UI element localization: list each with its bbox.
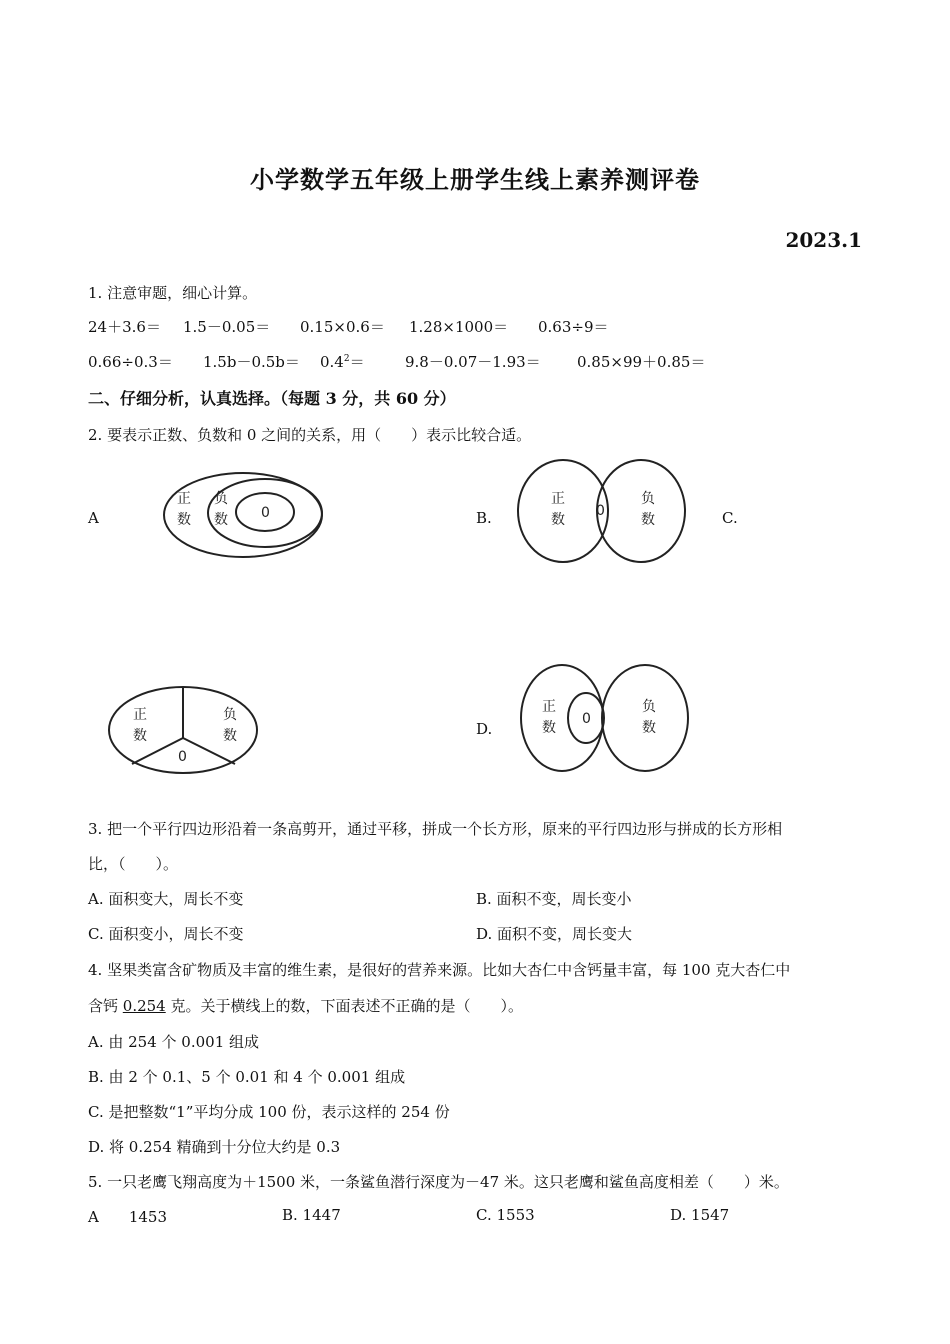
q2-diagram-d <box>516 660 694 776</box>
q5-option-d: D. 1547 <box>670 1206 730 1224</box>
diagram-d-shu-2: 数 <box>642 720 656 736</box>
q3-option-d: D. 面积不变，周长变大 <box>476 925 633 943</box>
q4-stem-line2-post: 克。关于横线上的数，下面表述不正确的是（ ）。 <box>165 997 524 1015</box>
diagram-a-fu: 负 <box>214 491 228 507</box>
q1-calc-5: 0.63÷9＝ <box>538 318 609 336</box>
diagram-b-zero: 0 <box>596 503 605 519</box>
q4-option-c: C. 是把整数“1”平均分成 100 份，表示这样的 254 份 <box>88 1103 450 1121</box>
q3-option-c: C. 面积变小，周长不变 <box>88 925 244 943</box>
diagram-b-zheng: 正 <box>551 491 565 507</box>
q1-calc-8 <box>320 351 365 372</box>
diagram-a-zero: 0 <box>261 505 270 521</box>
q4-option-d: D. 将 0.254 精确到十分位大约是 0.3 <box>88 1138 341 1156</box>
q5-stem: 5. 一只老鹰飞翔高度为＋1500 米，一条鲨鱼潜行深度为－47 米。这只老鹰和鲨鱼高度相差（ ）米。 <box>88 1173 789 1191</box>
q1-calc-6: 0.66÷0.3＝ <box>88 353 173 371</box>
q2-diagram-b <box>512 455 692 567</box>
diagram-c-zero: 0 <box>178 749 187 765</box>
q5-option-a: A 1453 <box>88 1208 168 1226</box>
q1-calc-8-base: 0.4 <box>320 353 344 371</box>
q4-underlined-value: 0.254 <box>122 997 166 1015</box>
q4-stem-line2 <box>88 995 523 1016</box>
diagram-d-zheng: 正 <box>542 699 556 715</box>
q2-label-c: C. <box>722 509 738 527</box>
q1-calc-10: 0.85×99＋0.85＝ <box>577 353 706 371</box>
diagram-b-shu-2: 数 <box>641 512 655 528</box>
q1-calc-9: 9.8－0.07－1.93＝ <box>405 353 541 371</box>
q1-calc-3: 0.15×0.6＝ <box>300 318 385 336</box>
diagram-c-fu: 负 <box>223 707 237 723</box>
q5-option-b: B. 1447 <box>282 1206 341 1224</box>
q1-calc-8-exp: 2 <box>343 354 350 364</box>
q3-stem-line2: 比，（ ）。 <box>88 855 179 873</box>
diagram-d-shu-1: 数 <box>542 720 556 736</box>
q2-diagram-a <box>160 470 330 565</box>
diagram-c-zheng: 正 <box>133 707 147 723</box>
q1-calc-8-eq: ＝ <box>349 353 365 371</box>
q4-option-a: A. 由 254 个 0.001 组成 <box>88 1033 260 1051</box>
diagram-b-fu: 负 <box>641 491 655 507</box>
diagram-c-shu-2: 数 <box>223 728 237 744</box>
q2-stem: 2. 要表示正数、负数和 0 之间的关系，用（ ）表示比较合适。 <box>88 426 532 444</box>
diagram-b-left-circle <box>518 460 608 562</box>
q2-label-a: A <box>88 509 99 527</box>
q1-calc-2: 1.5－0.05＝ <box>183 318 271 336</box>
exam-title: 小学数学五年级上册学生线上素养测评卷 <box>250 165 700 194</box>
q3-option-b: B. 面积不变，周长变小 <box>476 890 632 908</box>
q4-stem-line2-pre: 含钙 <box>88 997 123 1015</box>
diagram-a-shu-2: 数 <box>214 512 228 528</box>
diagram-c-shu-1: 数 <box>133 728 147 744</box>
q1-calc-4: 1.28×1000＝ <box>409 318 509 336</box>
q4-stem-line1: 4. 坚果类富含矿物质及丰富的维生素，是很好的营养来源。比如大杏仁中含钙量丰富，每 100 克大杏仁中 <box>88 961 791 979</box>
section-2-heading: 二、仔细分析，认真选择。（每题 3 分，共 60 分） <box>88 389 456 408</box>
exam-date: 2023.1 <box>785 228 862 252</box>
q1-stem: 1. 注意审题，细心计算。 <box>88 284 258 302</box>
diagram-d-fu: 负 <box>642 699 656 715</box>
q1-calc-1: 24＋3.6＝ <box>88 318 161 336</box>
q5-option-c: C. 1553 <box>476 1206 535 1224</box>
q2-diagram-c <box>104 682 264 778</box>
diagram-a-shu-1: 数 <box>177 512 191 528</box>
q3-option-a: A. 面积变大，周长不变 <box>88 890 244 908</box>
diagram-a-zheng: 正 <box>177 491 191 507</box>
q2-label-b: B. <box>476 509 492 527</box>
q3-stem-line1: 3. 把一个平行四边形沿着一条高剪开，通过平移，拼成一个长方形，原来的平行四边形与拼成的长方形相 <box>88 820 783 838</box>
q2-label-d: D. <box>476 720 493 738</box>
q4-option-b: B. 由 2 个 0.1、5 个 0.01 和 4 个 0.001 组成 <box>88 1068 406 1086</box>
diagram-d-zero: 0 <box>582 711 591 727</box>
q1-calc-7: 1.5b－0.5b＝ <box>203 353 300 371</box>
diagram-b-shu-1: 数 <box>551 512 565 528</box>
diagram-d-right-circle <box>602 665 688 771</box>
diagram-b-right-circle <box>597 460 685 562</box>
